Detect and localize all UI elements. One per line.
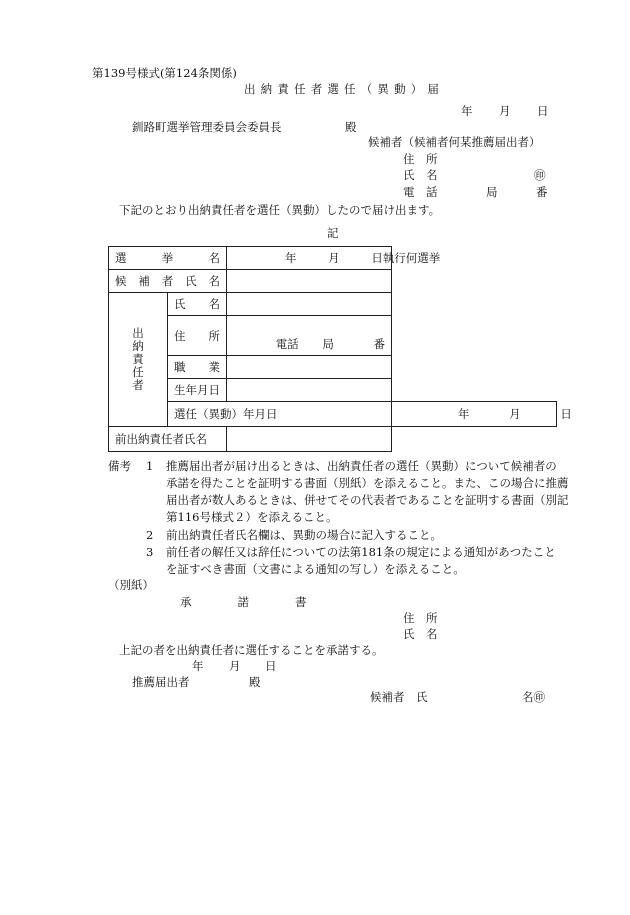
note-2-number: 2: [146, 528, 154, 542]
table-row: [109, 270, 557, 293]
treasurer-occupation-cell[interactable]: [227, 356, 392, 379]
former-treasurer-label: 前出納責任者氏名: [109, 427, 227, 452]
consent-title: 承 諾 書: [180, 595, 324, 609]
document-title: 出納責任者選任（異動）届: [244, 82, 445, 96]
submitter-name-label: 氏 名: [403, 168, 438, 182]
consent-name-label: 氏 名: [403, 627, 438, 641]
submitter-address-label: 住 所: [403, 152, 438, 166]
treasurer-name-cell[interactable]: [227, 293, 392, 316]
table-row: [109, 356, 557, 379]
appoint-date-label: 選任（異動）年月日: [168, 402, 392, 427]
treasurer-address-label: 住 所: [174, 328, 220, 343]
submitter-phone-label: 電 話: [403, 185, 438, 199]
form-number: 第139号様式(第124条関係): [92, 66, 237, 80]
consent-statement: 上記の者を出納責任者に選任することを承諾する。: [119, 643, 384, 657]
table-row: [109, 402, 557, 427]
election-month: 月: [328, 251, 340, 265]
treasurer-occupation-label: 職 業: [174, 360, 220, 374]
appoint-day: 日: [560, 407, 572, 421]
note-3-line-1: 前任者の解任又は辞任についての法第181条の規定による通知があつたこと: [166, 545, 556, 559]
table-row: [109, 316, 557, 356]
candidate-name-label: 候 補 者 氏 名: [115, 274, 220, 288]
note-1-line-4: 第116号様式２）を添えること。: [166, 510, 338, 524]
honorific: 殿: [345, 120, 357, 134]
consent-date-year: 年: [192, 659, 204, 673]
address-phone-station: 局: [322, 337, 334, 351]
notes-heading: 備考: [108, 459, 131, 473]
note-1-number: 1: [146, 459, 154, 473]
intro-text: 下記のとおり出納責任者を選任（異動）したので届け出ます。: [119, 203, 441, 217]
date-day: 日: [537, 104, 549, 118]
election-value-cell[interactable]: [227, 247, 441, 270]
election-year: 年: [285, 251, 297, 265]
form-table: [108, 246, 572, 452]
note-1-line-2: 承諾を得たことを証明する書面（別紙）を添えること。また、この場合に推薦: [166, 476, 569, 490]
consent-address-label: 住 所: [403, 611, 438, 625]
date-year: 年: [461, 104, 473, 118]
note-2-line-1: 前出納責任者氏名欄は、異動の場合に記入すること。: [166, 528, 442, 542]
appoint-date-cell[interactable]: [392, 402, 572, 427]
note-1-line-3: 届出者が数人あるときは、併せてその代表者であることを証明する書面（別記: [166, 493, 569, 507]
note-3-line-2: を証すべき書面（文書による通知の写し）を添えること。: [166, 562, 465, 576]
appoint-month: 月: [509, 407, 521, 421]
treasurer-name-label: 氏 名: [174, 297, 220, 311]
recommender-honorific: 殿: [249, 675, 261, 689]
consent-date-month: 月: [229, 659, 241, 673]
candidate-name-cell[interactable]: [227, 270, 392, 293]
table-row: [109, 293, 557, 316]
table-row: [109, 379, 557, 402]
ki-label: 記: [327, 226, 339, 240]
consent-candidate-label: 候補者 氏: [370, 690, 428, 704]
note-1-line-1: 推薦届出者が届け出るときは、出納責任者の選任（異動）について候補者の: [166, 459, 557, 473]
election-label: 選 挙 名: [115, 251, 220, 265]
appoint-year: 年: [458, 407, 470, 421]
attachment-label: （別紙）: [108, 578, 154, 592]
treasurer-address-cell[interactable]: [227, 316, 392, 356]
consent-name-seal: 名㊞: [522, 690, 545, 704]
addressee: 釧路町選挙管理委員会委員長: [132, 120, 282, 134]
submitter-label: 候補者（候補者何某推薦届出者）: [368, 135, 541, 149]
former-treasurer-cell[interactable]: [227, 427, 392, 452]
recommender-label: 推薦届出者: [132, 675, 190, 689]
address-phone-number: 番: [373, 337, 385, 351]
table-row: [109, 247, 557, 270]
seal-mark: ㊞: [534, 168, 546, 182]
table-row: [109, 427, 557, 452]
treasurer-birthdate-label: 生 年 月 日: [174, 383, 220, 397]
submitter-phone-number: 番: [536, 185, 548, 199]
date-month: 月: [499, 104, 511, 118]
consent-date-day: 日: [265, 659, 277, 673]
address-phone-label: 電話: [275, 337, 299, 351]
treasurer-label: 出納責任者: [132, 326, 144, 392]
election-day: 日執行何選挙: [371, 251, 441, 265]
note-3-number: 3: [146, 545, 154, 559]
submitter-phone-station: 局: [486, 185, 498, 199]
treasurer-birthdate-cell[interactable]: [227, 379, 392, 402]
